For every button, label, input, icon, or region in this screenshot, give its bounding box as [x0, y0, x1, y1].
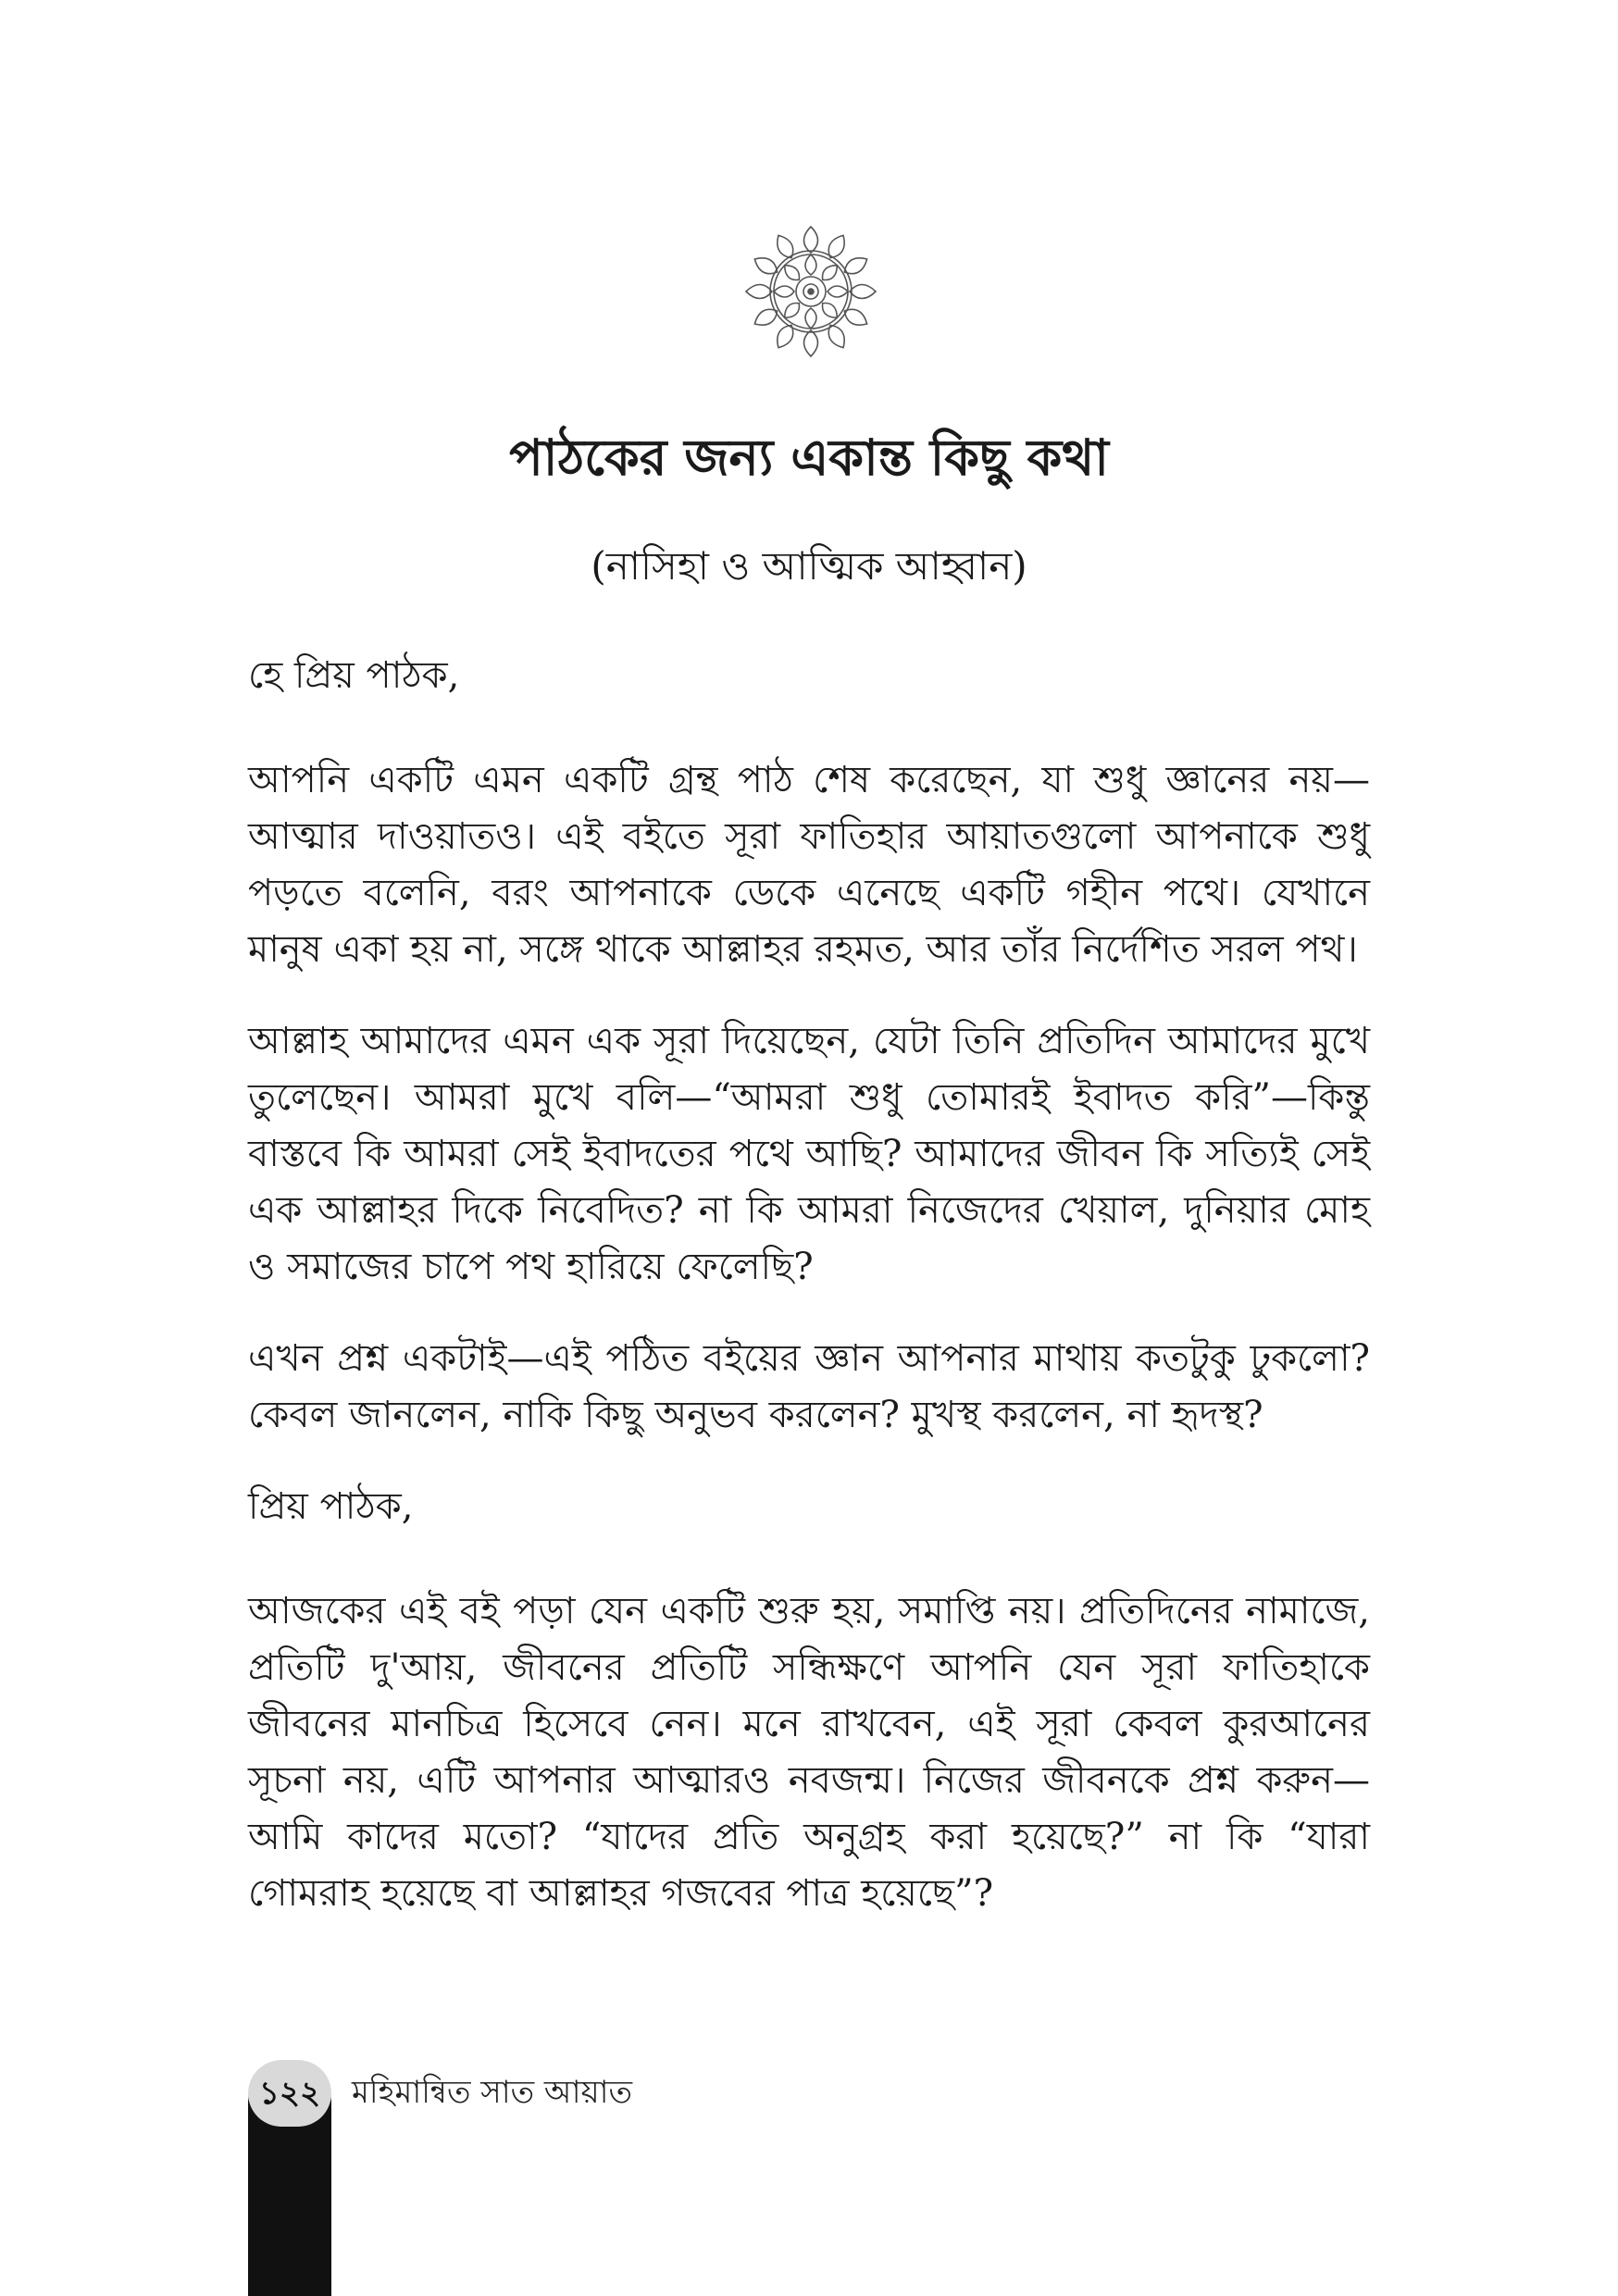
- mandala-ornament-icon: [744, 225, 877, 358]
- paragraph-3: এখন প্রশ্ন একটাই—এই পঠিত বইয়ের জ্ঞান আপনার মাথায় কতটুকু ঢুকলো? কেবল জানলেন, নাকি কিছু অনুভব করলেন? মুখস্থ করলেন, না হৃদস্থ?: [248, 1337, 1370, 1436]
- running-book-title: মহিমান্বিত সাত আয়াত: [352, 2074, 632, 2111]
- paragraph-4: আজকের এই বই পড়া যেন একটি শুরু হয়, সমাপ্তি নয়। প্রতিদিনের নামাজে, প্রতিটি দু'আয়, জীবনের প্রতিটি সন্ধিক্ষণে আপনি যেন সূরা ফাতিহাকে জীবনের মানচিত্র হিসেবে নেন। মনে রাখবেন, এই সূরা কেবল কুরআনের সূচনা নয়, এটি আপনার আত্মারও নবজন্ম। নিজের জীবনকে প্রশ্ন করুন—আমি কাদের মতো? “যাদের প্রতি অনুগ্রহ করা হয়েছে?” না কি “যারা গোমরাহ হয়েছে বা আল্লাহর গজবের পাত্র হয়েছে”?: [248, 1590, 1370, 1915]
- paragraph-2: আল্লাহ আমাদের এমন এক সূরা দিয়েছেন, যেটা তিনি প্রতিদিন আমাদের মুখে তুলেছেন। আমরা মুখে বলি—“আমরা শুধু তোমারই ইবাদত করি”—কিন্তু বাস্তবে কি আমরা সেই ইবাদতের পথে আছি? আমাদের জীবন কি সত্যিই সেই এক আল্লাহর দিকে নিবেদিত? না কি আমরা নিজেদের খেয়াল, দুনিয়ার মোহ ও সমাজের চাপে পথ হারিয়ে ফেলেছি?: [248, 1020, 1370, 1288]
- body-text: [248, 648, 1370, 1957]
- paragraph-1: আপনি একটি এমন একটি গ্রন্থ পাঠ শেষ করেছেন, যা শুধু জ্ঞানের নয়—আত্মার দাওয়াতও। এই বইতে সূরা ফাতিহার আয়াতগুলো আপনাকে শুধু পড়তে বলেনি, বরং আপনাকে ডেকে এনেছে একটি গহীন পথে। যেখানে মানুষ একা হয় না, সঙ্গে থাকে আল্লাহর রহমত, আর তাঁর নির্দেশিত সরল পথ।: [248, 759, 1370, 971]
- greeting-paragraph-2: প্রিয় পাঠক,: [248, 1485, 414, 1528]
- page-title: পাঠকের জন্য একান্ত কিছু কথা: [509, 428, 1109, 487]
- page-subtitle: (নাসিহা ও আত্মিক আহ্বান): [591, 543, 1027, 589]
- page-number: ১২২: [248, 2060, 331, 2127]
- greeting-paragraph: হে প্রিয় পাঠক,: [248, 654, 460, 697]
